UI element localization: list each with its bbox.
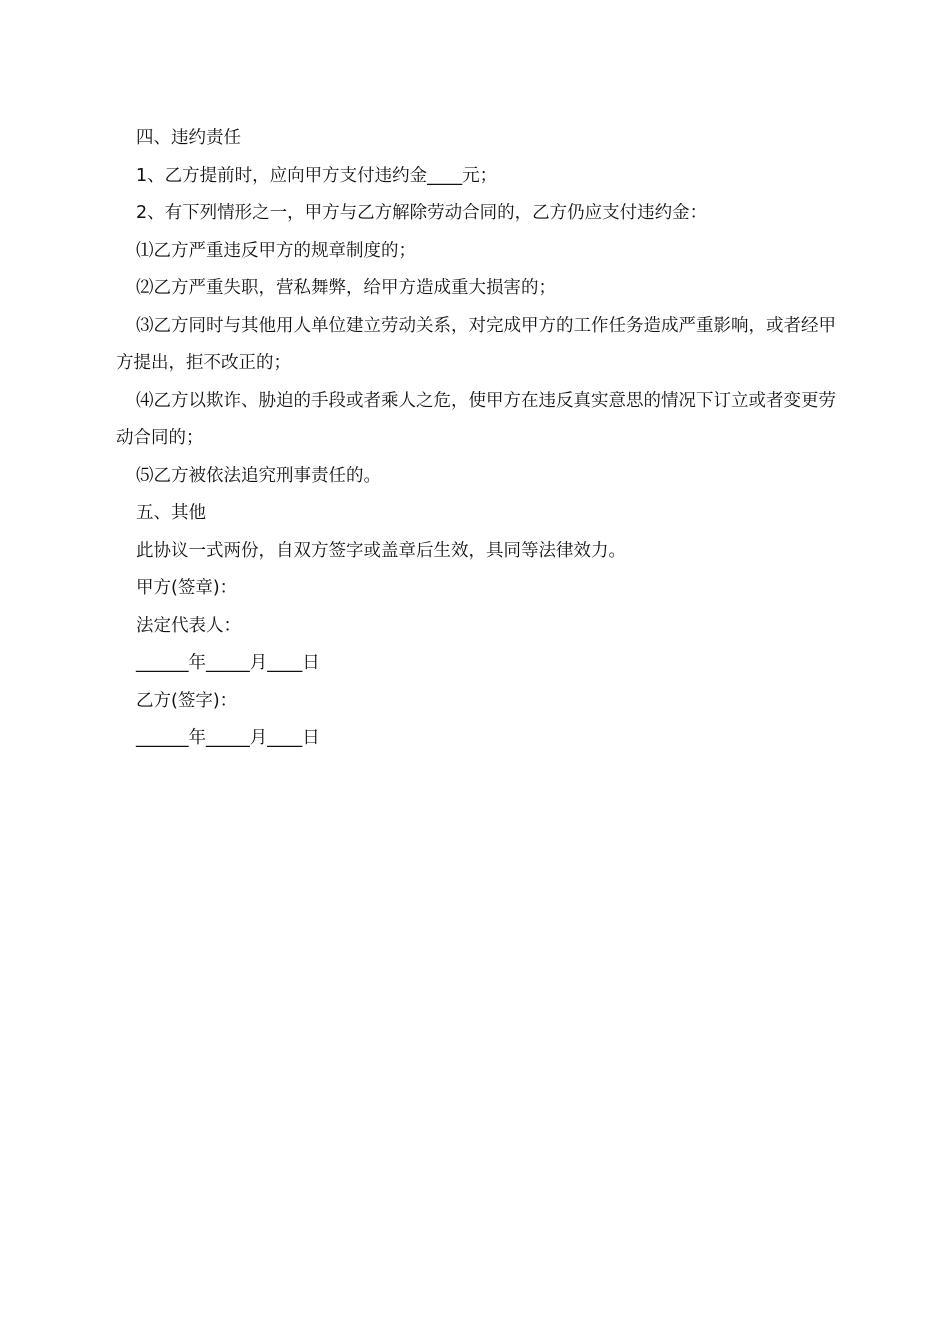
sub-clause-3: ⑶乙方同时与其他用人单位建立劳动关系，对完成甲方的工作任务造成严重影响，或者经甲方提出，拒不改正的； xyxy=(116,315,836,373)
party-a-signature: 甲方(签章)： xyxy=(136,578,238,598)
party-b-signature: 乙方(签字)： xyxy=(136,690,238,711)
clause-2: 2、有下列情形之一，甲方与乙方解除劳动合同的，乙方仍应支付违约金： xyxy=(136,203,708,223)
party-a-date: ______年_____月____日 xyxy=(136,653,320,673)
legal-representative: 法定代表人： xyxy=(136,615,241,636)
sub-clause-4: ⑷乙方以欺诈、胁迫的手段或者乘人之危，使甲方在违反真实意思的情况下订立或者变更劳动合同的； xyxy=(116,390,836,448)
sub-clause-5: ⑸乙方被依法追究刑事责任的。 xyxy=(136,465,381,486)
sub-clause-2: ⑵乙方严重失职，营私舞弊，给甲方造成重大损害的； xyxy=(136,278,556,298)
party-b-date: ______年_____月____日 xyxy=(136,728,320,748)
section-5-title: 五、其他 xyxy=(136,503,206,523)
document-body xyxy=(116,120,836,758)
agreement-statement: 此协议一式两份，自双方签字或盖章后生效，具同等法律效力。 xyxy=(136,540,626,561)
section-4-title: 四、违约责任 xyxy=(136,128,241,148)
clause-1: 1、乙方提前时，应向甲方支付违约金____元； xyxy=(136,165,498,186)
sub-clause-1: ⑴乙方严重违反甲方的规章制度的； xyxy=(136,240,416,261)
